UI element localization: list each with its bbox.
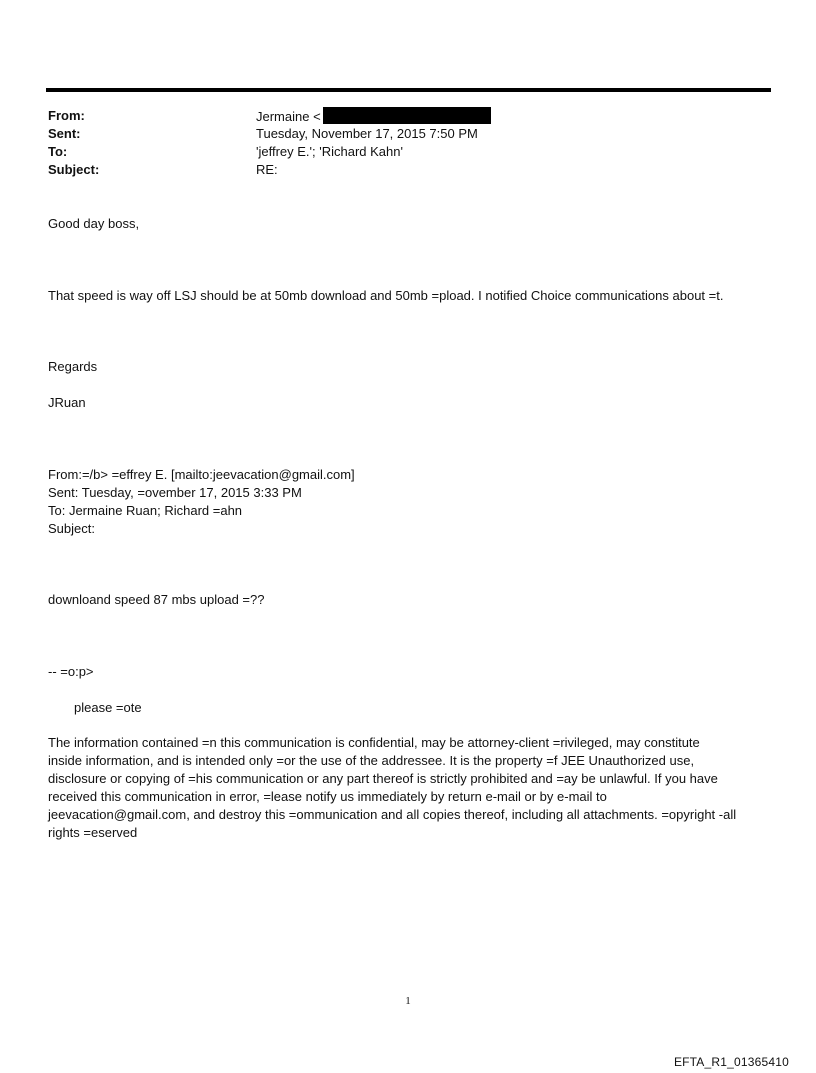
subject-label: Subject:	[48, 162, 100, 177]
subject-value: RE:	[256, 162, 278, 177]
quoted-separator: -- =o:p>	[48, 664, 94, 679]
disclaimer-line: inside information, and is intended only =or the use of the addressee. It is the property =f JEE Unauthorized use,	[48, 753, 695, 768]
to-value: 'jeffrey E.'; 'Richard Kahn'	[256, 144, 403, 159]
sent-value: Tuesday, November 17, 2015 7:50 PM	[256, 126, 478, 141]
header-rule	[46, 88, 771, 92]
disclaimer-line: rights =eserved	[48, 825, 138, 840]
disclaimer-line: received this communication in error, =lease notify us immediately by return e-mail or by e-mail to	[48, 789, 607, 804]
redaction-box	[323, 107, 491, 124]
page-number: 1	[405, 995, 411, 1007]
disclaimer-line: The information contained =n this communication is confidential, may be attorney-client =rivileged, may constitute	[48, 735, 700, 750]
quoted-sent-line: Sent: Tuesday, =ovember 17, 2015 3:33 PM	[48, 485, 302, 500]
disclaimer-paragraph	[48, 734, 773, 842]
to-label: To:	[48, 144, 68, 159]
bates-number: EFTA_R1_01365410	[673, 1055, 789, 1069]
message-body: That speed is way off LSJ should be at 50mb download and 50mb =pload. I notified Choice communications about =t.	[48, 288, 724, 303]
regards: Regards	[48, 359, 98, 374]
quoted-note: please =ote	[74, 700, 142, 715]
sent-label: Sent:	[48, 126, 81, 141]
quoted-from-line: From:=/b> =effrey E. [mailto:jeevacation@gmail.com]	[48, 467, 355, 482]
greeting: Good day boss,	[48, 216, 140, 231]
disclaimer-line: disclosure or copying of =his communication or any part thereof is strictly prohibited and =ay be unlawful. If you have	[48, 771, 718, 786]
quoted-subject-line: Subject:	[48, 521, 95, 536]
from-name: Jermaine <	[256, 109, 321, 124]
signature: JRuan	[48, 395, 86, 410]
from-label: From:	[48, 108, 85, 123]
quoted-message: downloand speed 87 mbs upload =??	[48, 592, 265, 607]
disclaimer-line: jeevacation@gmail.com, and destroy this =ommunication and all copies thereof, including all attachments. =opyright -all	[48, 807, 737, 822]
quoted-to-line: To: Jermaine Ruan; Richard =ahn	[48, 503, 243, 518]
from-value	[256, 107, 491, 126]
